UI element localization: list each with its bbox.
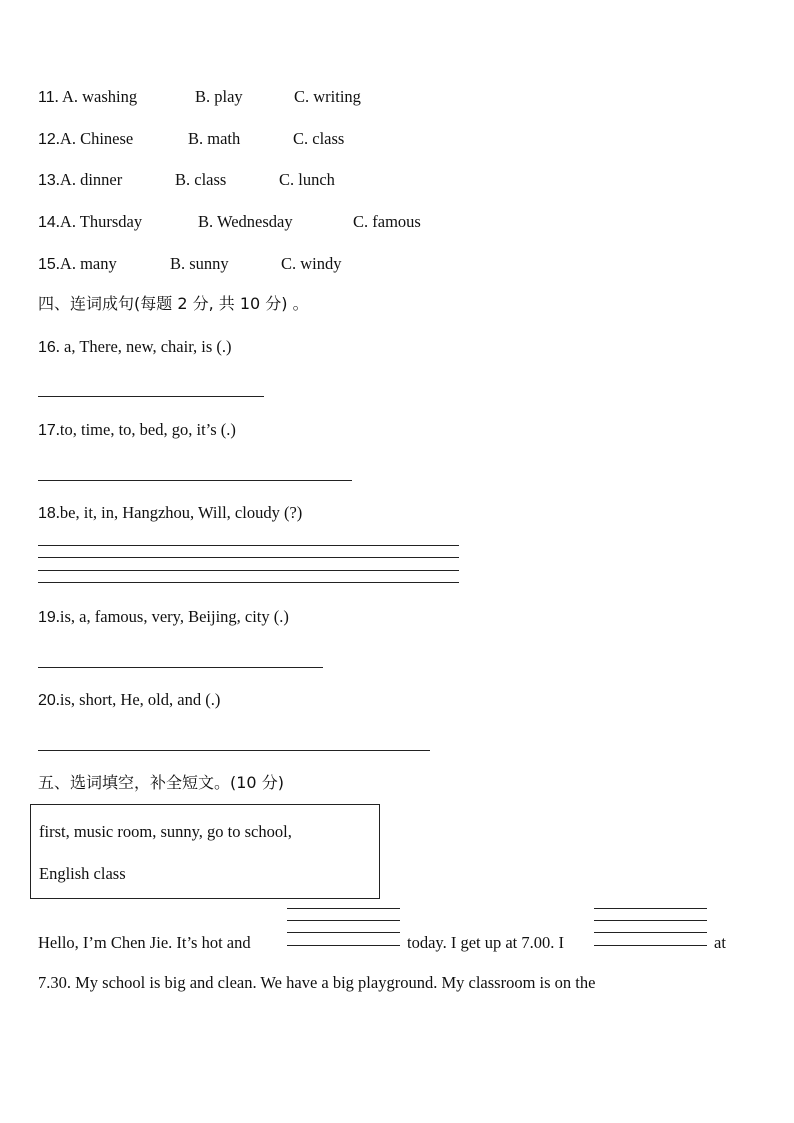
question-number: 19 [38, 609, 56, 626]
passage-text-3: at [714, 933, 726, 952]
question-text: .be, it, in, Hangzhou, Will, cloudy (?) [55, 503, 303, 522]
question-text: .to, time, to, bed, go, it’s (.) [55, 420, 236, 439]
option-b: B. Wednesday [198, 212, 293, 231]
question-17 [38, 420, 236, 441]
option-b: B. sunny [170, 254, 229, 273]
option-c: C. windy [281, 254, 342, 273]
question-16 [38, 337, 232, 358]
option-c: C. lunch [279, 170, 335, 189]
word-bank-line-1: first, music room, sunny, go to school, [39, 822, 292, 841]
answer-line-20[interactable] [38, 750, 430, 751]
fill-blank-2-line-b[interactable] [594, 920, 707, 921]
question-text: . a, There, new, chair, is (.) [55, 337, 232, 356]
passage-text-1: Hello, I’m Chen Jie. It’s hot and [38, 933, 251, 952]
option-b: B. play [195, 87, 243, 106]
answer-line-19[interactable] [38, 667, 323, 668]
option-b: B. class [175, 170, 227, 189]
answer-line-18c[interactable] [38, 570, 459, 571]
question-separator: . [55, 129, 60, 148]
question-13 [38, 170, 335, 191]
question-text: .is, a, famous, very, Beijing, city (.) [55, 607, 289, 626]
fill-blank-1-line-b[interactable] [287, 920, 400, 921]
question-number: 18 [38, 505, 56, 522]
option-a: A. Chinese [59, 129, 134, 148]
fill-blank-2-line-d[interactable] [594, 945, 707, 946]
fill-blank-2-line-a[interactable] [594, 908, 707, 909]
option-c: C. class [293, 129, 345, 148]
question-text: .is, short, He, old, and (.) [55, 690, 221, 709]
option-a: A. dinner [59, 170, 123, 189]
question-separator: . [55, 254, 60, 273]
section4-heading: 四、连词成句(每题 2 分, 共 10 分) 。 [38, 294, 309, 313]
question-separator: . [54, 87, 62, 106]
option-b: B. math [188, 129, 241, 148]
answer-line-18d[interactable] [38, 582, 459, 583]
question-number: 15 [38, 256, 56, 273]
question-number: 12 [38, 131, 56, 148]
fill-blank-1-line-d[interactable] [287, 945, 400, 946]
question-number: 20 [38, 692, 56, 709]
option-a: A. many [59, 254, 117, 273]
answer-line-16[interactable] [38, 396, 264, 397]
question-20 [38, 690, 220, 711]
section5-heading: 五、选词填空，补全短文。(10 分) [38, 773, 284, 792]
fill-blank-2-line-c[interactable] [594, 932, 707, 933]
question-number: 17 [38, 422, 56, 439]
question-12 [38, 129, 345, 150]
answer-line-18a[interactable] [38, 545, 459, 546]
question-separator: . [55, 170, 60, 189]
question-number: 14 [38, 214, 56, 231]
question-number: 13 [38, 172, 56, 189]
word-bank-box [30, 804, 380, 899]
question-number: 16 [38, 339, 56, 356]
question-separator: . [55, 212, 60, 231]
fill-blank-1-line-a[interactable] [287, 908, 400, 909]
question-19 [38, 607, 289, 628]
question-number: 11 [38, 89, 55, 106]
passage-line-2: 7.30. My school is big and clean. We have a big playground. My classroom is on the [38, 973, 596, 992]
option-c: C. famous [353, 212, 421, 231]
option-a: A. Thursday [59, 212, 143, 231]
question-11 [38, 87, 361, 108]
option-a: A. washing [61, 87, 138, 106]
answer-line-18b[interactable] [38, 557, 459, 558]
question-14 [38, 212, 421, 233]
question-15 [38, 254, 342, 275]
word-bank-line-2: English class [39, 864, 126, 883]
fill-blank-1-line-c[interactable] [287, 932, 400, 933]
question-18 [38, 503, 302, 524]
answer-line-17[interactable] [38, 480, 352, 481]
option-c: C. writing [294, 87, 361, 106]
passage-text-2: today. I get up at 7.00. I [407, 933, 565, 952]
